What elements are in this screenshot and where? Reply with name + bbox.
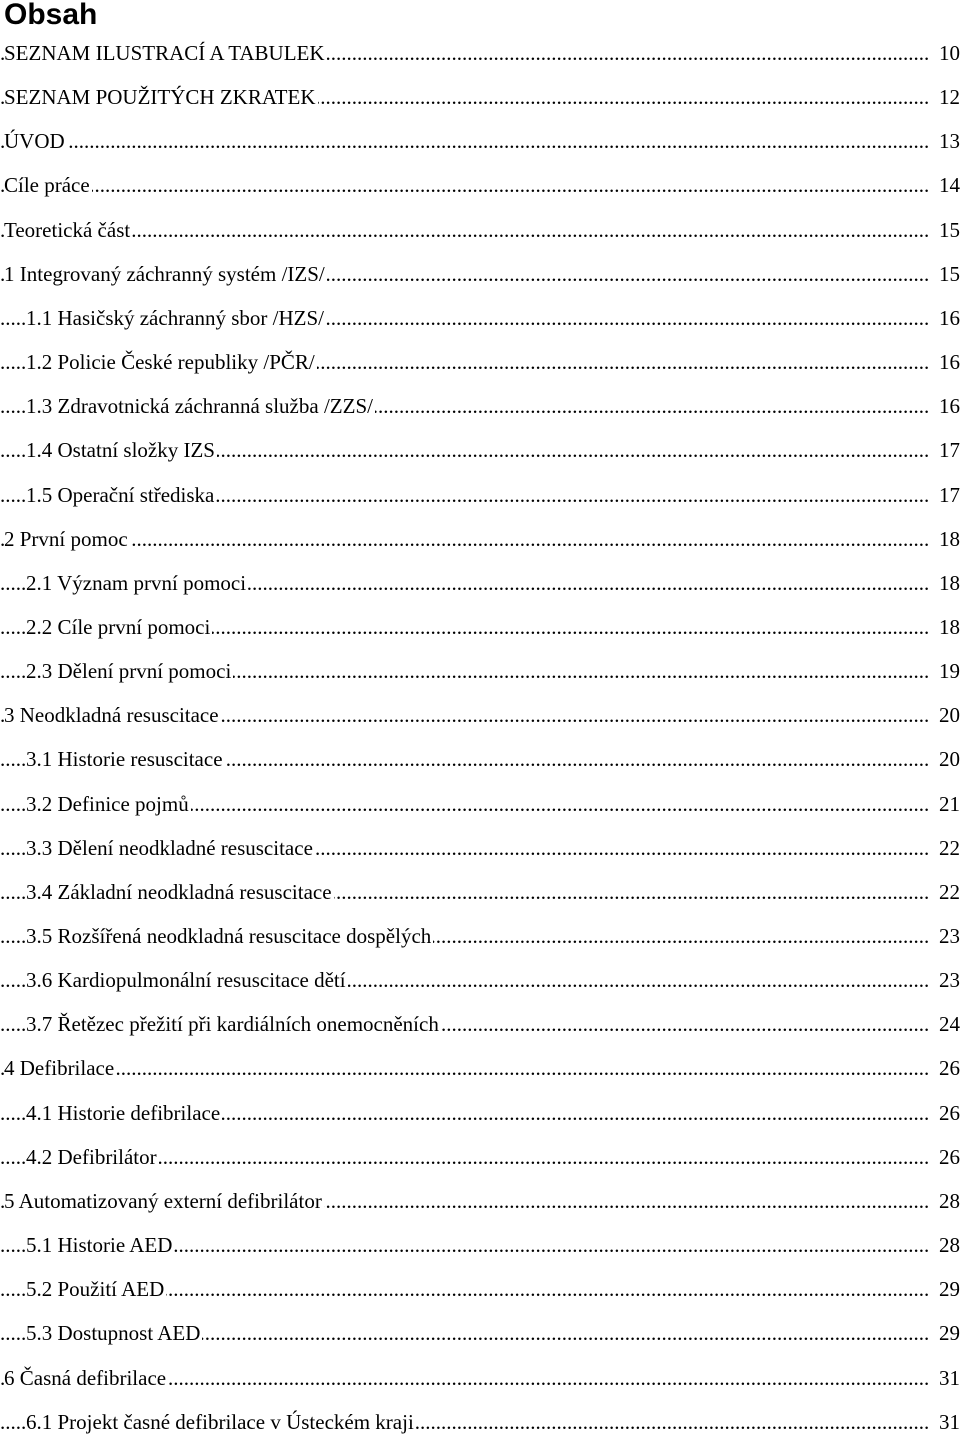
- toc-entry-page-number[interactable]: 28: [930, 1186, 960, 1216]
- dot-leader: [0, 524, 930, 554]
- toc-entry[interactable]: [0, 1142, 960, 1172]
- toc-entry[interactable]: [0, 1363, 960, 1393]
- dot-leader: [0, 215, 930, 245]
- toc-entry[interactable]: [0, 700, 960, 730]
- toc-entry[interactable]: [0, 568, 960, 598]
- toc-entry-label[interactable]: 1.1 Hasičský záchranný sbor /HZS/: [26, 303, 326, 333]
- toc-entry[interactable]: [0, 789, 960, 819]
- toc-entry-page-number[interactable]: 12: [930, 82, 960, 112]
- toc-entry[interactable]: [0, 1009, 960, 1039]
- toc-entry-page-number[interactable]: 31: [930, 1407, 960, 1437]
- toc-entry-page-number[interactable]: 31: [930, 1363, 960, 1393]
- toc-entry[interactable]: [0, 524, 960, 554]
- toc-entry-label[interactable]: ÚVOD: [4, 126, 67, 156]
- toc-entry-page-number[interactable]: 16: [930, 303, 960, 333]
- toc-entry-page-number[interactable]: 29: [930, 1274, 960, 1304]
- toc-entry[interactable]: [0, 1053, 960, 1083]
- toc-entry[interactable]: [0, 612, 960, 642]
- toc-entry[interactable]: [0, 303, 960, 333]
- toc-entry-page-number[interactable]: 20: [930, 700, 960, 730]
- toc-entry-label[interactable]: 3.5 Rozšířená neodkladná resuscitace dospělých: [26, 921, 433, 951]
- toc-entry[interactable]: [0, 170, 960, 200]
- toc-entry[interactable]: [0, 126, 960, 156]
- toc-entry[interactable]: [0, 38, 960, 68]
- toc-entry-page-number[interactable]: 29: [930, 1318, 960, 1348]
- toc-entry[interactable]: [0, 656, 960, 686]
- toc-entry-page-number[interactable]: 26: [930, 1098, 960, 1128]
- toc-entry[interactable]: [0, 965, 960, 995]
- toc-entry-label[interactable]: 3.3 Dělení neodkladné resuscitace: [26, 833, 315, 863]
- toc-entry-page-number[interactable]: 15: [930, 259, 960, 289]
- toc-entry[interactable]: [0, 259, 960, 289]
- toc-entry-label[interactable]: 2 První pomoc: [4, 524, 130, 554]
- toc-entry-page-number[interactable]: 17: [930, 435, 960, 465]
- toc-entry-page-number[interactable]: 28: [930, 1230, 960, 1260]
- toc-entry-page-number[interactable]: 23: [930, 965, 960, 995]
- toc-entry-label[interactable]: 1.4 Ostatní složky IZS: [26, 435, 217, 465]
- toc-entry[interactable]: [0, 1186, 960, 1216]
- toc-entry-label[interactable]: 1 Integrovaný záchranný systém /IZS/: [4, 259, 327, 289]
- toc-entry-page-number[interactable]: 26: [930, 1142, 960, 1172]
- toc-entry-page-number[interactable]: 15: [930, 215, 960, 245]
- toc-entry-page-number[interactable]: 10: [930, 38, 960, 68]
- toc-entry-label[interactable]: 1.5 Operační střediska: [26, 480, 216, 510]
- toc-entry[interactable]: [0, 435, 960, 465]
- toc-entry-label[interactable]: SEZNAM ILUSTRACÍ A TABULEK: [4, 38, 327, 68]
- toc-entry-label[interactable]: 4.1 Historie defibrilace: [26, 1098, 222, 1128]
- toc-entry-page-number[interactable]: 17: [930, 480, 960, 510]
- dot-leader: [0, 1053, 930, 1083]
- toc-entry[interactable]: [0, 215, 960, 245]
- toc-entry-page-number[interactable]: 16: [930, 347, 960, 377]
- toc-entry-page-number[interactable]: 21: [930, 789, 960, 819]
- toc-entry-label[interactable]: 2.1 Význam první pomoci: [26, 568, 248, 598]
- toc-entry[interactable]: [0, 1098, 960, 1128]
- toc-entry-label[interactable]: SEZNAM POUŽITÝCH ZKRATEK: [4, 82, 318, 112]
- toc-entry-label[interactable]: 5.3 Dostupnost AED: [26, 1318, 202, 1348]
- dot-leader: [0, 126, 930, 156]
- toc-entry-label[interactable]: 4 Defibrilace: [4, 1053, 116, 1083]
- toc-entry-page-number[interactable]: 13: [930, 126, 960, 156]
- toc-entry-page-number[interactable]: 18: [930, 568, 960, 598]
- toc-entry-page-number[interactable]: 18: [930, 612, 960, 642]
- toc-entry-page-number[interactable]: 26: [930, 1053, 960, 1083]
- toc-entry[interactable]: [0, 921, 960, 951]
- toc-entry-label[interactable]: 6.1 Projekt časné defibrilace v Ústeckém kraji: [26, 1407, 416, 1437]
- toc-entry[interactable]: [0, 480, 960, 510]
- toc-entry-label[interactable]: 3.6 Kardiopulmonální resuscitace dětí: [26, 965, 348, 995]
- toc-entry[interactable]: [0, 1407, 960, 1437]
- toc-entry[interactable]: [0, 1318, 960, 1348]
- toc-entry-page-number[interactable]: 19: [930, 656, 960, 686]
- toc-entry-label[interactable]: 5 Automatizovaný externí defibrilátor: [4, 1186, 324, 1216]
- toc-entry-label[interactable]: 3.7 Řetězec přežití při kardiálních onemocněních: [26, 1009, 441, 1039]
- toc-entry[interactable]: [0, 1274, 960, 1304]
- toc-entry[interactable]: [0, 833, 960, 863]
- toc-entry-page-number[interactable]: 18: [930, 524, 960, 554]
- toc-entry-label[interactable]: 3.1 Historie resuscitace: [26, 744, 225, 774]
- toc-entry-label[interactable]: 2.2 Cíle první pomoci: [26, 612, 212, 642]
- toc-entry-label[interactable]: 2.3 Dělení první pomoci: [26, 656, 233, 686]
- dot-leader: [0, 170, 930, 200]
- page-title: Obsah: [4, 0, 98, 31]
- toc-entry-label[interactable]: 4.2 Defibrilátor: [26, 1142, 159, 1172]
- toc-entry-label[interactable]: 6 Časná defibrilace: [4, 1363, 168, 1393]
- toc-entry-label[interactable]: 3.4 Základní neodkladná resuscitace: [26, 877, 334, 907]
- toc-entry-label[interactable]: 3.2 Definice pojmů: [26, 789, 191, 819]
- toc-entry-page-number[interactable]: 16: [930, 391, 960, 421]
- toc-entry-label[interactable]: Teoretická část: [4, 215, 132, 245]
- toc-entry-label[interactable]: 1.3 Zdravotnická záchranná služba /ZZS/: [26, 391, 375, 421]
- toc-entry-page-number[interactable]: 14: [930, 170, 960, 200]
- toc-entry-page-number[interactable]: 22: [930, 833, 960, 863]
- toc-entry-page-number[interactable]: 24: [930, 1009, 960, 1039]
- toc-entry-page-number[interactable]: 22: [930, 877, 960, 907]
- toc-entry[interactable]: [0, 82, 960, 112]
- toc-entry[interactable]: [0, 347, 960, 377]
- toc-entry-label[interactable]: 1.2 Policie České republiky /PČR/: [26, 347, 317, 377]
- toc-entry-label[interactable]: 3 Neodkladná resuscitace: [4, 700, 221, 730]
- toc-entry[interactable]: [0, 877, 960, 907]
- toc-entry-page-number[interactable]: 23: [930, 921, 960, 951]
- toc-entry-label[interactable]: 5.2 Použití AED: [26, 1274, 166, 1304]
- toc-entry-page-number[interactable]: 20: [930, 744, 960, 774]
- toc-entry[interactable]: [0, 744, 960, 774]
- toc-entry[interactable]: [0, 391, 960, 421]
- toc-entry-label[interactable]: Cíle práce: [4, 170, 92, 200]
- toc-entry-label[interactable]: 5.1 Historie AED: [26, 1230, 174, 1260]
- toc-entry[interactable]: [0, 1230, 960, 1260]
